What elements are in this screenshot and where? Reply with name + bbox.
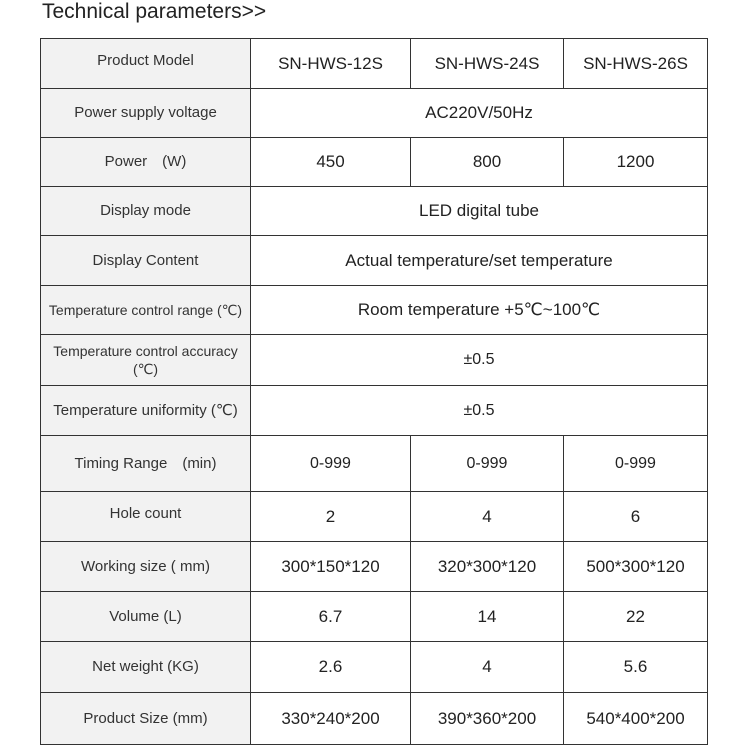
table-row: [41, 89, 708, 138]
table-row: [41, 386, 708, 436]
table-cell: 500*300*120: [564, 542, 708, 592]
table-cell: 540*400*200: [564, 693, 708, 745]
table-row: [41, 542, 708, 592]
table-cell: 2.6: [251, 642, 411, 693]
row-label-volume: Volume (L): [41, 592, 251, 642]
table-cell: 2: [251, 492, 411, 542]
table-row: [41, 436, 708, 492]
power-supply-value: AC220V/50Hz: [251, 89, 708, 138]
table-cell: 4: [411, 492, 564, 542]
table-cell: 330*240*200: [251, 693, 411, 745]
display-mode-value: LED digital tube: [251, 187, 708, 236]
row-label-display-mode: Display mode: [41, 187, 251, 236]
table-cell: 6.7: [251, 592, 411, 642]
table-row: [41, 39, 708, 89]
table-row: [41, 642, 708, 693]
row-label-temp-range: Temperature control range (℃): [41, 286, 251, 335]
temp-uniformity-value: ±0.5: [251, 386, 708, 436]
table-row: [41, 286, 708, 335]
table-row: [41, 138, 708, 187]
row-label-temp-accuracy: Temperature control accuracy (℃): [41, 335, 251, 386]
display-content-value: Actual temperature/set temperature: [251, 236, 708, 286]
table-cell: 5.6: [564, 642, 708, 693]
table-cell: 320*300*120: [411, 542, 564, 592]
page-title: Technical parameters>>: [42, 0, 267, 23]
table-row: [41, 492, 708, 542]
table-row: [41, 335, 708, 386]
model-name: SN-HWS-24S: [411, 39, 564, 89]
row-label-product-model: Product Model: [41, 39, 251, 89]
temp-range-value: Room temperature +5℃~100℃: [251, 286, 708, 335]
row-label-power: Power (W): [41, 138, 251, 187]
table-row: [41, 693, 708, 745]
row-label-power-supply: Power supply voltage: [41, 89, 251, 138]
table-row: [41, 592, 708, 642]
row-label-product-size: Product Size (mm): [41, 693, 251, 745]
spec-table: [40, 38, 708, 745]
table-row: [41, 187, 708, 236]
table-cell: 0-999: [564, 436, 708, 492]
table-cell: 300*150*120: [251, 542, 411, 592]
table-cell: 22: [564, 592, 708, 642]
table-cell: 14: [411, 592, 564, 642]
table-cell: 800: [411, 138, 564, 187]
table-cell: 6: [564, 492, 708, 542]
table-cell: 0-999: [251, 436, 411, 492]
table-cell: 4: [411, 642, 564, 693]
row-label-timing-range: Timing Range (min): [41, 436, 251, 492]
row-label-hole-count: Hole count: [41, 492, 251, 542]
table-cell: 390*360*200: [411, 693, 564, 745]
table-row: [41, 236, 708, 286]
table-cell: 0-999: [411, 436, 564, 492]
temp-accuracy-value: ±0.5: [251, 335, 708, 386]
row-label-display-content: Display Content: [41, 236, 251, 286]
model-name: SN-HWS-26S: [564, 39, 708, 89]
table-cell: 1200: [564, 138, 708, 187]
row-label-temp-uniformity: Temperature uniformity (℃): [41, 386, 251, 436]
row-label-net-weight: Net weight (KG): [41, 642, 251, 693]
table-cell: 450: [251, 138, 411, 187]
row-label-working-size: Working size ( mm): [41, 542, 251, 592]
model-name: SN-HWS-12S: [251, 39, 411, 89]
